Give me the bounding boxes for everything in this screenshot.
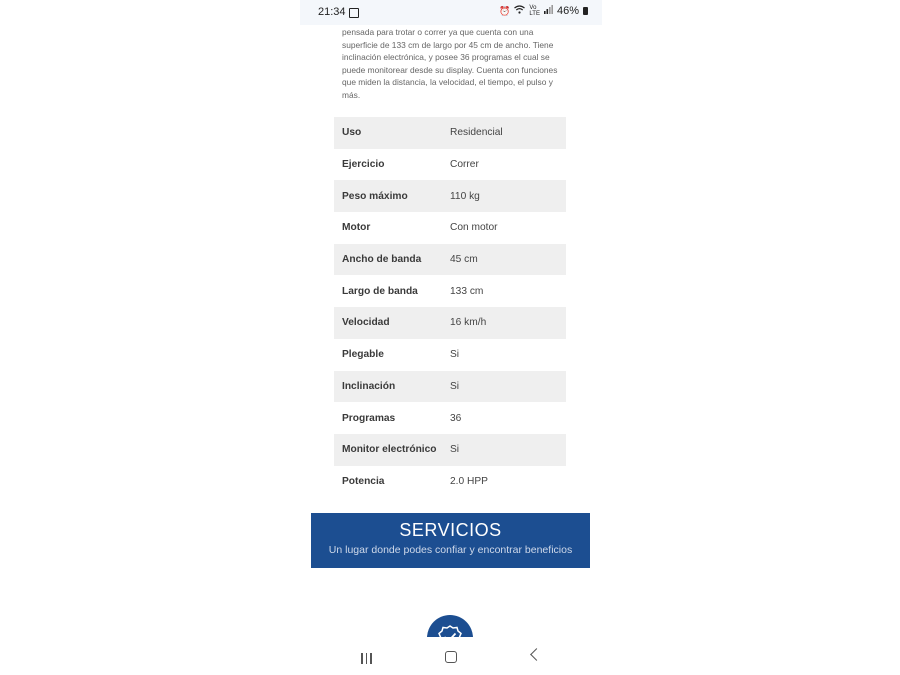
spec-value: 16 km/h xyxy=(450,317,487,329)
table-row xyxy=(334,402,566,434)
phone-screen xyxy=(300,0,602,675)
table-row xyxy=(334,466,566,498)
volte-icon: Vo LTE xyxy=(529,5,540,17)
services-banner[interactable] xyxy=(311,513,590,568)
spec-value: Con motor xyxy=(450,222,498,234)
spec-label: Potencia xyxy=(342,475,385,487)
spec-label: Uso xyxy=(342,127,362,139)
image-icon xyxy=(349,8,359,18)
spec-value: 36 xyxy=(450,412,462,424)
wifi-icon xyxy=(514,5,525,17)
signal-icon xyxy=(544,5,553,17)
table-row xyxy=(334,244,566,276)
spec-label: Plegable xyxy=(342,349,384,361)
recent-apps-icon[interactable] xyxy=(361,651,375,662)
home-icon[interactable] xyxy=(445,651,457,663)
services-subtitle: Un lugar donde podes confiar y encontrar beneficios xyxy=(328,544,573,556)
spec-label: Velocidad xyxy=(342,317,390,329)
navigation-bar xyxy=(300,637,602,675)
table-row xyxy=(334,212,566,244)
status-time: 21:34 xyxy=(318,6,346,18)
battery-icon xyxy=(583,7,588,15)
status-icons xyxy=(499,5,588,17)
spec-value: Si xyxy=(450,380,460,392)
spec-label: Ejercicio xyxy=(342,159,385,171)
table-row xyxy=(334,339,566,371)
battery-percent: 46% xyxy=(556,5,579,17)
spec-label: Inclinación xyxy=(342,380,396,392)
spec-value: 2.0 HPP xyxy=(450,475,488,487)
services-title: SERVICIOS xyxy=(399,520,502,540)
spec-value: Si xyxy=(450,444,460,456)
alarm-icon: ⏰ xyxy=(499,6,511,16)
table-row xyxy=(334,275,566,307)
product-description: pensada para trotar o correr ya que cuenta con una superficie de 133 cm de largo por 45 cm de ancho. Tiene inclinación electrónica, y posee 36 programas el cual se puede monitorear desde su display. Cuenta con funciones que miden la distancia, la velocidad, el tiempo, el pulso y más. xyxy=(342,27,558,100)
spec-label: Peso máximo xyxy=(342,190,408,202)
spec-value: 133 cm xyxy=(450,285,484,297)
spec-value: Si xyxy=(450,349,460,361)
table-row xyxy=(334,307,566,339)
table-row xyxy=(334,117,566,149)
table-row xyxy=(334,180,566,212)
spec-value: Residencial xyxy=(450,127,503,139)
spec-value: 110 kg xyxy=(450,190,480,202)
spec-label: Programas xyxy=(342,412,396,424)
spec-value: Correr xyxy=(450,159,479,171)
table-row xyxy=(334,371,566,403)
table-row xyxy=(334,434,566,466)
spec-value: 45 cm xyxy=(450,254,478,266)
spec-label: Motor xyxy=(342,222,371,234)
spec-label: Monitor electrónico xyxy=(342,444,437,456)
table-row xyxy=(334,149,566,181)
spec-table xyxy=(334,117,566,497)
spec-label: Largo de banda xyxy=(342,285,418,297)
status-bar xyxy=(300,0,602,25)
back-icon[interactable] xyxy=(530,648,543,661)
spec-label: Ancho de banda xyxy=(342,254,422,266)
